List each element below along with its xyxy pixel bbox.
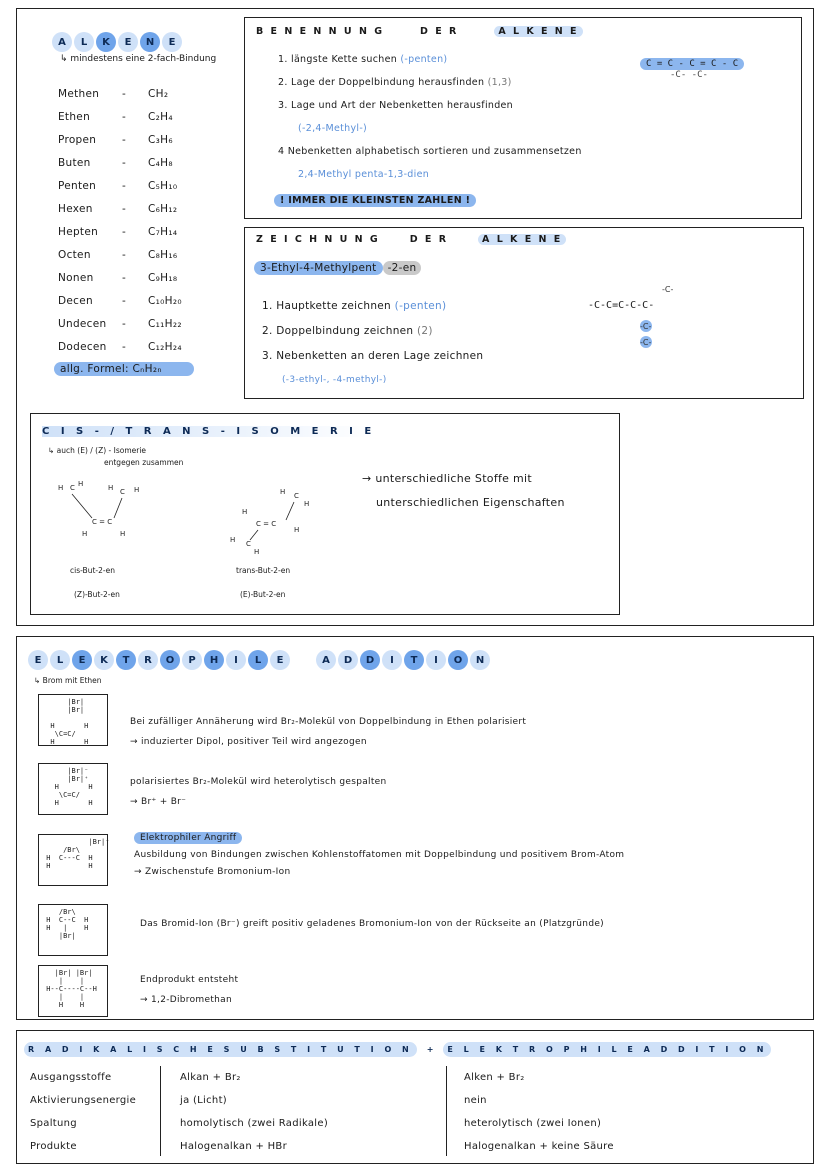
step-hint: (1,3) [487, 77, 512, 88]
alkene-name: Hepten [58, 225, 99, 238]
table-row [30, 1135, 614, 1158]
ea-value: nein [464, 1095, 487, 1106]
zeichnung-side-chains [620, 282, 680, 352]
step-line: polarisiertes Br₂-Molekül wird heterolytisch gespalten [130, 777, 387, 787]
mechanism-step-5-text [140, 970, 540, 1010]
svg-text:H: H [134, 486, 140, 494]
dash: - [122, 225, 127, 238]
list-item [58, 289, 238, 312]
alkene-name: Dodecen [58, 340, 107, 353]
vergleich-title [24, 1042, 771, 1057]
list-item [278, 54, 678, 77]
svg-text:H: H [82, 530, 88, 538]
benennung-steps [278, 54, 678, 192]
title-letter: R [138, 650, 158, 670]
list-item [58, 220, 238, 243]
svg-text:H: H [280, 488, 286, 496]
list-item [58, 335, 238, 358]
title-letter: L [248, 650, 268, 670]
alkene-name: Octen [58, 248, 91, 261]
list-item [278, 100, 678, 123]
alkene-name: Undecen [58, 317, 107, 330]
structure-sub: -C- -C- [670, 70, 708, 80]
step-hint: (-penten) [400, 54, 448, 65]
general-formula: allg. Formel: CₙH₂ₙ [54, 362, 194, 376]
row-label: Ausgangsstoffe [30, 1072, 112, 1083]
title-letter: K [94, 650, 114, 670]
title-letter: T [116, 650, 136, 670]
elektrophil-title [28, 650, 490, 670]
alkene-title-letter: K [96, 32, 116, 52]
dash: - [122, 179, 127, 192]
list-item [58, 82, 238, 105]
alkene-name: Propen [58, 133, 97, 146]
dash: - [122, 248, 127, 261]
alkene-list [58, 82, 238, 358]
cis-ez-label: (Z)-But-2-en [74, 590, 120, 599]
alkene-name: Ethen [58, 110, 91, 123]
step-number: 3. [262, 350, 273, 362]
benennung-title [256, 26, 583, 37]
step-line: → 1,2-Dibromethan [140, 995, 232, 1005]
title-word: A L K E N E [478, 234, 566, 245]
alkene-formula: C₁₂H₂₄ [148, 340, 182, 353]
cistrans-sub1: ↳ auch (E) / (Z) - Isomerie [48, 446, 147, 455]
table-row [30, 1089, 614, 1112]
alkene-name: Nonen [58, 271, 94, 284]
elektrophil-section [16, 636, 814, 1020]
list-item [58, 151, 238, 174]
ea-value: Halogenalkan + keine Säure [464, 1141, 614, 1152]
svg-text:H: H [242, 508, 248, 516]
list-item [58, 174, 238, 197]
svg-text:C = C: C = C [92, 518, 113, 526]
title-word: A L K E N E [494, 26, 582, 37]
svg-text:-C-: -C- [640, 338, 652, 347]
step-line: → Br⁺ + Br⁻ [130, 797, 187, 807]
rs-value: Halogenalkan + HBr [180, 1141, 287, 1152]
title-letter: D [338, 650, 358, 670]
alkene-formula: C₉H₁₈ [148, 271, 178, 284]
mechanism-step-1-image: |Br| |Br| H H \C=C/ H H [38, 694, 108, 746]
cistrans-note [362, 472, 565, 509]
svg-text:C: C [294, 492, 299, 500]
rs-value: Alkan + Br₂ [180, 1072, 241, 1083]
cistrans-sub2: entgegen zusammen [104, 458, 184, 467]
title-elektrophile: E L E K T R O P H I L E A D D I T I O N [443, 1042, 771, 1057]
row-label: Produkte [30, 1141, 77, 1152]
dash: - [122, 133, 127, 146]
mechanism-step-3-text [134, 830, 694, 881]
alkene-name: Methen [58, 87, 100, 100]
dash: - [122, 271, 127, 284]
cistrans-title: C I S - / T R A N S - I S O M E R I E [42, 426, 376, 437]
list-item [58, 197, 238, 220]
svg-text:H: H [230, 536, 236, 544]
dash: - [122, 87, 127, 100]
benennung-structure [640, 58, 744, 80]
mechanism-step-5-image: |Br| |Br| | | H--C----C--H | | H H [38, 965, 108, 1017]
step-number: 2. [262, 325, 273, 337]
alkene-formula: CH₂ [148, 87, 169, 100]
alkene-title-letter: E [162, 32, 182, 52]
alkene-title-letter: A [52, 32, 72, 52]
alkene-name: Penten [58, 179, 97, 192]
note-line-1: → unterschiedliche Stoffe mit [362, 472, 533, 485]
svg-text:H: H [254, 548, 260, 556]
title-letter: L [50, 650, 70, 670]
title-letter: D [360, 650, 380, 670]
example-main: 3-Ethyl-4-Methylpent [254, 261, 383, 275]
side-c: -C- [662, 285, 674, 294]
trans-label: trans-But-2-en [236, 566, 291, 575]
alkene-title-letter: L [74, 32, 94, 52]
cis-structure [56, 480, 146, 542]
svg-text:H: H [78, 480, 84, 488]
dash: - [122, 317, 127, 330]
alkene-name: Buten [58, 156, 91, 169]
zeichnung-title [256, 234, 566, 245]
step-text: Doppelbindung zeichnen [276, 325, 414, 337]
vergleich-table [30, 1066, 614, 1158]
dash: - [122, 294, 127, 307]
zeichnung-steps [262, 300, 562, 385]
alkene-name: Hexen [58, 202, 93, 215]
title-radikalische: R A D I K A L I S C H E S U B S T I T U T I O N [24, 1042, 417, 1057]
step-line: Das Bromid-Ion (Br⁻) greift positiv geladenes Bromonium-Ion von der Rückseite an (Platzgründe) [140, 919, 604, 929]
title-plus: + [426, 1045, 434, 1054]
trans-structure [224, 484, 314, 556]
step-number: 4 [278, 146, 285, 157]
step-text: Lage der Doppelbindung herausfinden [291, 77, 485, 88]
title-letter: N [470, 650, 490, 670]
step-number: 1. [262, 300, 273, 312]
example-tail: -2-en [383, 261, 422, 275]
alkene-formula: C₈H₁₆ [148, 248, 178, 261]
alkene-formula: C₄H₈ [148, 156, 173, 169]
title-word: D E R [420, 26, 459, 37]
title-letter: O [160, 650, 180, 670]
table-row [30, 1112, 614, 1135]
title-word: Z E I C H N U N G [256, 234, 380, 245]
alkene-formula: C₃H₆ [148, 133, 173, 146]
step-hint: (-penten) [394, 300, 447, 312]
note-line-2: unterschiedlichen Eigenschaften [376, 496, 565, 509]
step-text: Nebenketten an deren Lage zeichnen [276, 350, 484, 362]
benennung-note: ! IMMER DIE KLEINSTEN ZAHLEN ! [274, 194, 476, 207]
svg-text:H: H [108, 484, 114, 492]
title-word: B E N E N N U N G [256, 26, 384, 37]
mechanism-step-3-image: |Br|⁻ /Br\ H C---C H H H [38, 834, 108, 886]
step-number: 3. [278, 100, 288, 111]
rs-value: homolytisch (zwei Radikale) [180, 1118, 329, 1129]
step-hint: (-2,4-Methyl-) [298, 123, 368, 134]
list-item [58, 128, 238, 151]
mechanism-step-2-text [130, 772, 780, 812]
title-letter: E [72, 650, 92, 670]
step-hint: (2) [417, 325, 433, 337]
cis-label: cis-But-2-en [70, 566, 115, 575]
title-letter: I [226, 650, 246, 670]
alkene-formula: C₁₁H₂₂ [148, 317, 182, 330]
alkene-title-letter: E [118, 32, 138, 52]
svg-text:-C-: -C- [640, 322, 652, 331]
list-item [262, 350, 562, 375]
title-word: D E R [409, 234, 449, 245]
table-row [30, 1066, 614, 1089]
mechanism-step-4-text [140, 914, 740, 934]
svg-text:H: H [304, 500, 310, 508]
svg-text:C: C [246, 540, 251, 548]
row-label: Spaltung [30, 1118, 77, 1129]
structure-chain: -C-C=C-C-C- [588, 300, 655, 311]
svg-text:C = C: C = C [256, 520, 277, 528]
step-number: 2. [278, 77, 288, 88]
title-letter: E [28, 650, 48, 670]
mechanism-step-4-image: /Br\ H C--C H H | H |Br| [38, 904, 108, 956]
mechanism-step-2-image: |Br|⁻ |Br|⁺ H H \C=C/ H H [38, 763, 108, 815]
alkene-formula: C₅H₁₀ [148, 179, 178, 192]
title-letter: H [204, 650, 224, 670]
naming-example: 2,4-Methyl penta-1,3-dien [298, 169, 430, 180]
step-line: Elektrophiler Angriff [134, 832, 242, 844]
title-letter: I [426, 650, 446, 670]
list-item [278, 146, 678, 169]
list-item [58, 105, 238, 128]
structure-top: C = C - C = C - C [640, 58, 744, 70]
svg-text:C: C [120, 488, 125, 496]
title-letter: T [404, 650, 424, 670]
title-letter: I [382, 650, 402, 670]
step-line: Ausbildung von Bindungen zwischen Kohlenstoffatomen mit Doppelbindung und positivem Brom-Atom [134, 850, 625, 860]
ea-value: heterolytisch (zwei Ionen) [464, 1118, 602, 1129]
step-text: Hauptkette zeichnen [276, 300, 392, 312]
title-letter: A [316, 650, 336, 670]
row-label: Aktivierungsenergie [30, 1095, 137, 1106]
dash: - [122, 110, 127, 123]
dash: - [122, 340, 127, 353]
alkene-name: Decen [58, 294, 93, 307]
mechanism-step-1-text [130, 712, 780, 752]
svg-text:H: H [294, 526, 300, 534]
alkene-subtitle: ↳ mindestens eine 2-fach-Bindung [60, 54, 217, 64]
svg-text:H: H [58, 484, 64, 492]
dash: - [122, 202, 127, 215]
title-letter: O [448, 650, 468, 670]
step-line: → induzierter Dipol, positiver Teil wird angezogen [130, 737, 367, 747]
title-letter: P [182, 650, 202, 670]
trans-ez-label: (E)-But-2-en [240, 590, 286, 599]
list-item [58, 312, 238, 335]
step-number: 1. [278, 54, 288, 65]
alkene-title [52, 32, 182, 52]
elektrophil-sub: ↳ Brom mit Ethen [34, 676, 102, 685]
zeichnung-example [254, 262, 421, 274]
dash: - [122, 156, 127, 169]
list-item [58, 243, 238, 266]
alkene-formula: C₆H₁₂ [148, 202, 178, 215]
list-item [58, 266, 238, 289]
step-heading [134, 830, 694, 847]
step-line: Endprodukt entsteht [140, 975, 239, 985]
alkene-formula: C₂H₄ [148, 110, 173, 123]
alkene-formula: C₁₀H₂₀ [148, 294, 182, 307]
alkene-formula: C₇H₁₄ [148, 225, 178, 238]
rs-value: ja (Licht) [180, 1095, 227, 1106]
step-text: längste Kette suchen [291, 54, 398, 65]
step-hint: (-3-ethyl-, -4-methyl-) [282, 375, 387, 385]
step-line: Bei zufälliger Annäherung wird Br₂-Molekül von Doppelbindung in Ethen polarisiert [130, 717, 527, 727]
alkene-title-letter: N [140, 32, 160, 52]
step-line: → Zwischenstufe Bromonium-Ion [134, 867, 291, 877]
step-text: Lage und Art der Nebenketten herausfinden [291, 100, 514, 111]
ea-value: Alken + Br₂ [464, 1072, 525, 1083]
list-item [262, 325, 562, 350]
svg-text:H: H [120, 530, 126, 538]
list-item [262, 300, 562, 325]
svg-text:C: C [70, 484, 75, 492]
step-text: Nebenketten alphabetisch sortieren und zusammensetzen [287, 146, 582, 157]
title-letter: E [270, 650, 290, 670]
list-item [278, 77, 678, 100]
